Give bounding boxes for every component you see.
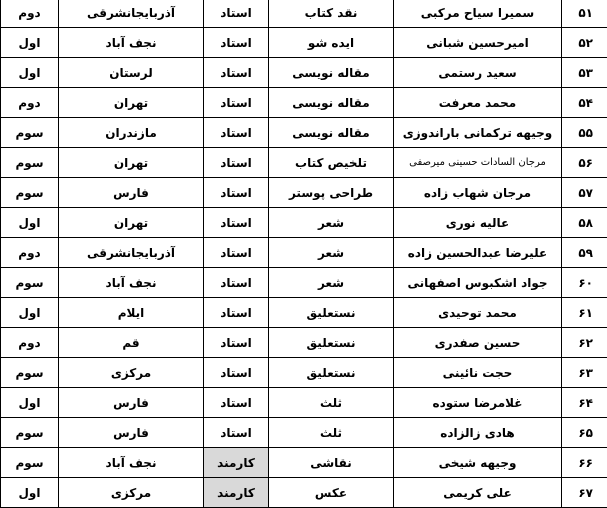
cell-category: نقد کتاب [269, 0, 394, 28]
cell-province: فارس [59, 418, 204, 448]
cell-category: ثلث [269, 388, 394, 418]
cell-province: مازندران [59, 118, 204, 148]
cell-person-name: سمیرا سیاح مرکبی [394, 0, 562, 28]
table-row [1, 58, 607, 88]
cell-role: کارمند [204, 478, 269, 508]
cell-category: عکس [269, 478, 394, 508]
cell-row-number: ۵۶ [562, 148, 607, 178]
cell-province: تهران [59, 208, 204, 238]
cell-role: استاد [204, 88, 269, 118]
table-row [1, 358, 607, 388]
cell-row-number: ۵۸ [562, 208, 607, 238]
cell-category: نستعلیق [269, 358, 394, 388]
cell-person-name: حجت نائینی [394, 358, 562, 388]
table-row [1, 208, 607, 238]
cell-row-number: ۵۱ [562, 0, 607, 28]
table-row [1, 328, 607, 358]
cell-rank: سوم [1, 178, 59, 208]
table-row [1, 238, 607, 268]
cell-category: تلخیص کتاب [269, 148, 394, 178]
cell-person-name: غلامرضا ستوده [394, 388, 562, 418]
cell-role: استاد [204, 388, 269, 418]
cell-person-name: وجیهه ترکمانی باراندوزی [394, 118, 562, 148]
cell-row-number: ۵۲ [562, 28, 607, 58]
cell-category: نستعلیق [269, 328, 394, 358]
cell-role: استاد [204, 298, 269, 328]
cell-person-name: جواد اشکبوس اصفهانی [394, 268, 562, 298]
table-row [1, 418, 607, 448]
cell-person-name: حسین صفدری [394, 328, 562, 358]
cell-role: استاد [204, 418, 269, 448]
cell-person-name: علی کریمی [394, 478, 562, 508]
cell-rank: اول [1, 208, 59, 238]
cell-category: مقاله نویسی [269, 118, 394, 148]
cell-person-name: هادی زالزاده [394, 418, 562, 448]
cell-row-number: ۶۴ [562, 388, 607, 418]
cell-role: استاد [204, 268, 269, 298]
cell-rank: اول [1, 388, 59, 418]
cell-row-number: ۶۷ [562, 478, 607, 508]
table-row [1, 298, 607, 328]
table-row [1, 148, 607, 178]
cell-person-name: مرجان شهاب زاده [394, 178, 562, 208]
cell-role: استاد [204, 208, 269, 238]
table-row [1, 28, 607, 58]
cell-province: فارس [59, 388, 204, 418]
cell-row-number: ۶۰ [562, 268, 607, 298]
cell-province: لرستان [59, 58, 204, 88]
cell-category: ایده شو [269, 28, 394, 58]
table-row [1, 0, 607, 28]
cell-role: استاد [204, 118, 269, 148]
table-row [1, 448, 607, 478]
cell-role: استاد [204, 238, 269, 268]
cell-role: استاد [204, 148, 269, 178]
cell-role: استاد [204, 178, 269, 208]
cell-rank: دوم [1, 238, 59, 268]
cell-category: شعر [269, 268, 394, 298]
cell-category: مقاله نویسی [269, 88, 394, 118]
cell-rank: دوم [1, 88, 59, 118]
cell-person-name: محمد توحیدی [394, 298, 562, 328]
cell-row-number: ۵۳ [562, 58, 607, 88]
cell-province: نجف آباد [59, 268, 204, 298]
cell-category: طراحی پوستر [269, 178, 394, 208]
cell-rank: دوم [1, 0, 59, 28]
cell-rank: سوم [1, 418, 59, 448]
cell-role: استاد [204, 28, 269, 58]
cell-rank: اول [1, 58, 59, 88]
cell-category: ثلث [269, 418, 394, 448]
cell-person-name: امیرحسین شبانی [394, 28, 562, 58]
cell-rank: سوم [1, 358, 59, 388]
cell-role: استاد [204, 0, 269, 28]
cell-row-number: ۶۶ [562, 448, 607, 478]
cell-province: نجف آباد [59, 28, 204, 58]
cell-row-number: ۵۵ [562, 118, 607, 148]
table-row [1, 268, 607, 298]
table-row [1, 178, 607, 208]
cell-province: فارس [59, 178, 204, 208]
cell-category: شعر [269, 208, 394, 238]
table-body [1, 0, 607, 508]
cell-row-number: ۶۲ [562, 328, 607, 358]
table-row [1, 388, 607, 418]
cell-province: نجف آباد [59, 448, 204, 478]
cell-row-number: ۶۳ [562, 358, 607, 388]
cell-rank: دوم [1, 328, 59, 358]
cell-row-number: ۵۷ [562, 178, 607, 208]
cell-category: شعر [269, 238, 394, 268]
cell-rank: سوم [1, 148, 59, 178]
cell-row-number: ۶۱ [562, 298, 607, 328]
table-row [1, 88, 607, 118]
cell-role: استاد [204, 58, 269, 88]
cell-person-name: علیرضا عبدالحسین زاده [394, 238, 562, 268]
cell-row-number: ۶۵ [562, 418, 607, 448]
cell-province: قم [59, 328, 204, 358]
cell-category: نستعلیق [269, 298, 394, 328]
cell-row-number: ۵۹ [562, 238, 607, 268]
cell-role: کارمند [204, 448, 269, 478]
cell-category: نقاشی [269, 448, 394, 478]
cell-province: مرکزی [59, 478, 204, 508]
cell-rank: اول [1, 298, 59, 328]
cell-role: استاد [204, 328, 269, 358]
cell-person-name: محمد معرفت [394, 88, 562, 118]
cell-rank: سوم [1, 118, 59, 148]
cell-person-name: عالیه نوری [394, 208, 562, 238]
table-row [1, 478, 607, 508]
cell-person-name: سعید رستمی [394, 58, 562, 88]
cell-role: استاد [204, 358, 269, 388]
cell-province: آذربایجانشرقی [59, 238, 204, 268]
cell-rank: سوم [1, 448, 59, 478]
cell-rank: سوم [1, 268, 59, 298]
cell-row-number: ۵۴ [562, 88, 607, 118]
cell-person-name: مرجان السادات حسینی میرصفی [394, 148, 562, 178]
cell-person-name: وجیهه شیخی [394, 448, 562, 478]
cell-rank: اول [1, 28, 59, 58]
cell-province: مرکزی [59, 358, 204, 388]
table-row [1, 118, 607, 148]
cell-province: تهران [59, 148, 204, 178]
cell-rank: اول [1, 478, 59, 508]
cell-province: تهران [59, 88, 204, 118]
cell-province: ایلام [59, 298, 204, 328]
cell-category: مقاله نویسی [269, 58, 394, 88]
cell-province: آذربایجانشرقی [59, 0, 204, 28]
